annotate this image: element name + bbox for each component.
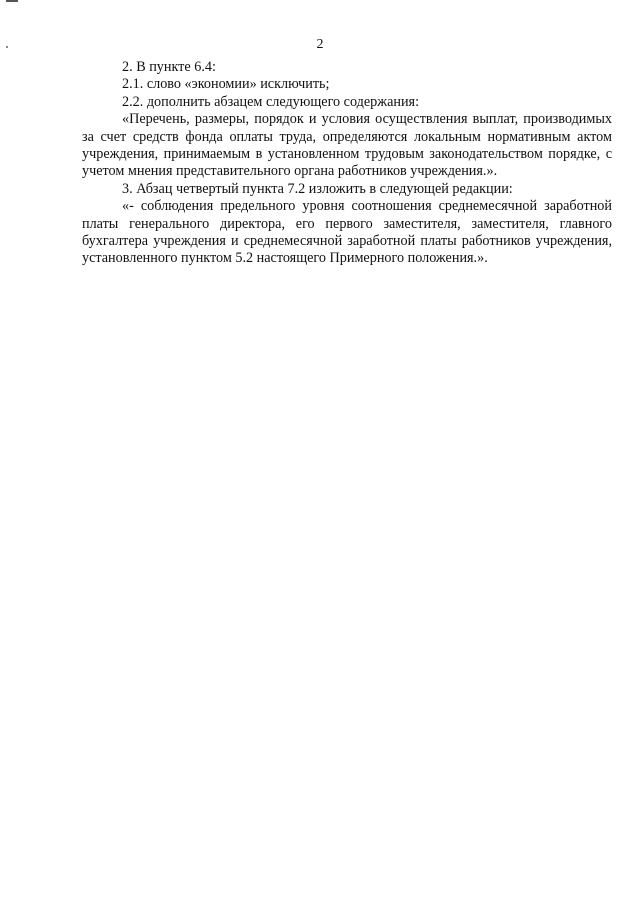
paragraph-item-3: 3. Абзац четвертый пункта 7.2 изложить в следующей редакции: — [122, 180, 513, 197]
paragraph-quoted-insert-1: «Перечень, размеры, порядок и условия осуществления выплат, производимых за счет средств фонда оплаты труда, определяются локальным нормативным актом учреждения, принимаемым в установленном трудовым законодательством порядке, с учетом мнения представительного органа работников учреждения.». — [82, 111, 612, 180]
page-number: 2 — [316, 37, 324, 52]
scan-corner-mark — [6, 0, 18, 2]
paragraph-quoted-insert-2: «- соблюдения предельного уровня соотношения среднемесячной заработной платы генерального директора, его первого заместителя, заместителя, главного бухгалтера учреждения и среднемесячной заработной платы работников учреждения, установленного пунктом 5.2 настоящего Примерного положения.». — [82, 198, 612, 267]
paragraph-subitem-2-1: 2.1. слово «экономии» исключить; — [122, 76, 330, 93]
paragraph-subitem-2-2: 2.2. дополнить абзацем следующего содержания: — [122, 93, 420, 110]
paragraph-item-2: 2. В пункте 6.4: — [122, 59, 216, 75]
document-body — [82, 59, 612, 268]
